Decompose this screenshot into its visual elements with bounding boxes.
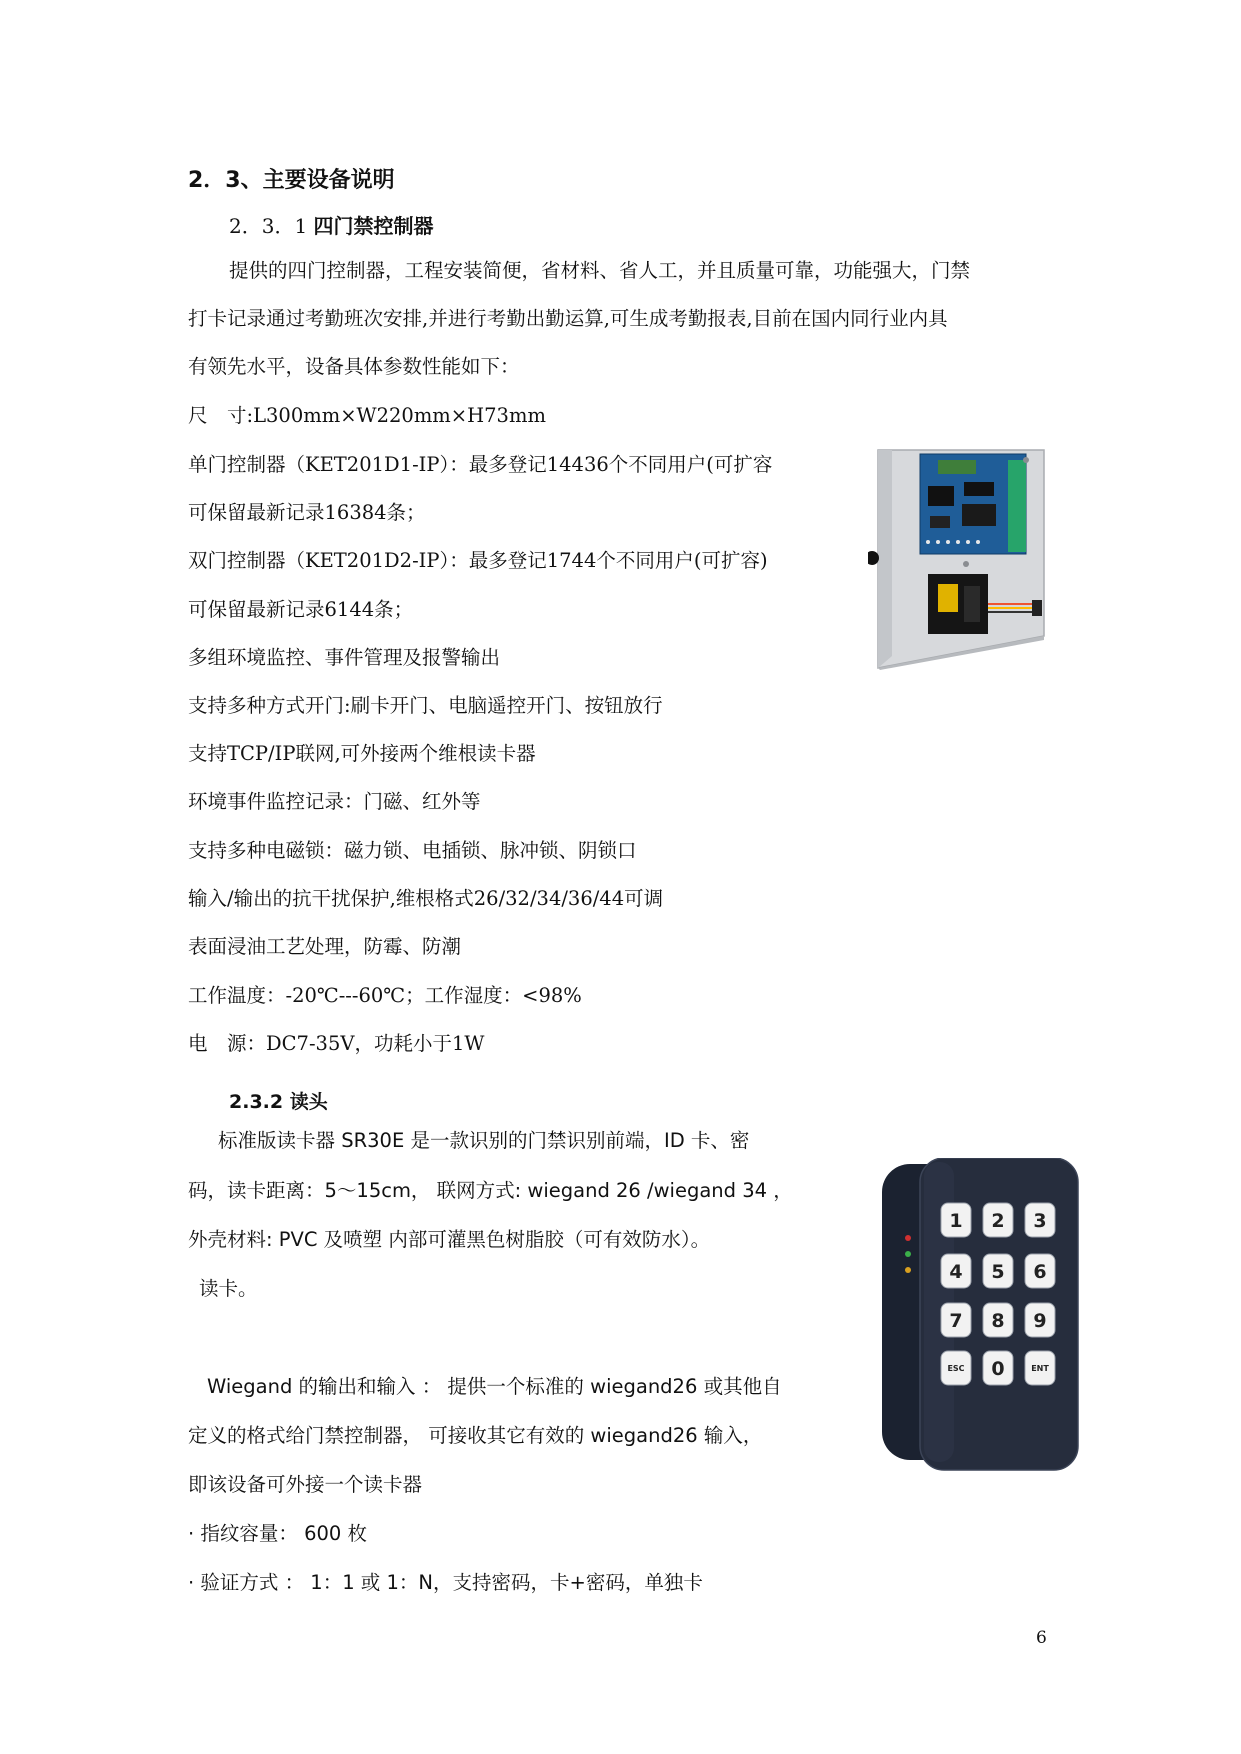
keypad-key <box>983 1303 1013 1337</box>
keypad-key <box>941 1303 971 1337</box>
spec-double-records: 可保留最新记录6144条； <box>188 598 414 621</box>
controller-photo <box>868 446 1048 671</box>
svg-text:5: 5 <box>991 1261 1005 1283</box>
keypad-key <box>983 1254 1013 1288</box>
spec-env-record: 环境事件监控记录：门磁、红外等 <box>188 790 481 813</box>
verification-method: · 验证方式 ： 1：1 或 1：N，支持密码，卡+密码，单独卡 <box>188 1571 703 1594</box>
page-number: 6 <box>1036 1628 1047 1648</box>
reader-line-4: 读卡。 <box>199 1277 258 1300</box>
keypad-key <box>983 1351 1013 1385</box>
section-heading: 2．3、主要设备说明 <box>188 168 395 193</box>
spec-wiegand-format: 输入/输出的抗干扰保护,维根格式26/32/34/36/44可调 <box>188 887 664 910</box>
subsection-heading-reader: 2.3.2 读头 <box>229 1091 328 1113</box>
intro-line-1: 提供的四门控制器，工程安装简便，省材料、省人工，并且质量可靠，功能强大，门禁 <box>229 259 971 282</box>
reader-line-2: 码，读卡距离：5～15cm， 联网方式: wiegand 26 /wiegand 34 ， <box>188 1179 793 1202</box>
spec-surface: 表面浸油工艺处理，防霉、防潮 <box>188 935 462 958</box>
svg-text:1: 1 <box>949 1210 963 1232</box>
svg-text:ENT: ENT <box>1031 1364 1049 1373</box>
subsection-heading-controller <box>229 210 434 239</box>
keypad-key <box>941 1351 971 1385</box>
svg-text:8: 8 <box>991 1310 1005 1332</box>
spec-locks: 支持多种电磁锁：磁力锁、电插锁、脉冲锁、阴锁口 <box>188 839 637 862</box>
wiegand-line-3: 即该设备可外接一个读卡器 <box>188 1473 423 1496</box>
keypad-key <box>1025 1203 1055 1237</box>
wiegand-line-2: 定义的格式给门禁控制器， 可接收其它有效的 wiegand26 输入， <box>188 1424 763 1447</box>
keypad-key <box>1025 1254 1055 1288</box>
svg-text:0: 0 <box>991 1358 1005 1380</box>
spec-size: 尺 寸:L300mm×W220mm×H73mm <box>188 404 546 427</box>
spec-power: 电 源：DC7-35V，功耗小于1W <box>188 1032 485 1055</box>
svg-text:4: 4 <box>949 1261 963 1283</box>
svg-text:7: 7 <box>949 1310 963 1332</box>
spec-single-door: 单门控制器（KET201D1-IP）：最多登记14436个不同用户(可扩容 <box>188 453 773 476</box>
fingerprint-capacity: · 指纹容量： 600 枚 <box>188 1522 368 1545</box>
spec-single-records: 可保留最新记录16384条； <box>188 501 426 524</box>
svg-text:9: 9 <box>1033 1310 1047 1332</box>
spec-env-monitor: 多组环境监控、事件管理及报警输出 <box>188 646 501 669</box>
reader-line-3: 外壳材料: PVC 及喷塑 内部可灌黑色树脂胶（可有效防水）。 <box>188 1228 711 1251</box>
spec-double-door: 双门控制器（KET201D2-IP）：最多登记1744个不同用户(可扩容) <box>188 549 768 572</box>
svg-text:6: 6 <box>1033 1261 1047 1283</box>
card-reader-photo <box>880 1158 1080 1476</box>
svg-text:3: 3 <box>1033 1210 1047 1232</box>
keypad-key <box>941 1203 971 1237</box>
spec-temperature: 工作温度：-20℃---60℃；工作湿度：<98% <box>188 984 582 1007</box>
subsection-number: 2．3．1 <box>229 214 308 238</box>
keypad-key <box>1025 1351 1055 1385</box>
keypad-key <box>983 1203 1013 1237</box>
spec-open-methods: 支持多种方式开门:刷卡开门、电脑遥控开门、按钮放行 <box>188 694 663 717</box>
wiegand-line-1: Wiegand 的输出和输入 ： 提供一个标准的 wiegand26 或其他自 <box>207 1375 782 1398</box>
intro-line-2: 打卡记录通过考勤班次安排,并进行考勤出勤运算,可生成考勤报表,目前在国内同行业内具 <box>188 307 948 330</box>
intro-line-3: 有领先水平，设备具体参数性能如下： <box>188 355 520 378</box>
svg-text:2: 2 <box>991 1210 1005 1232</box>
keypad-key <box>941 1254 971 1288</box>
spec-tcpip: 支持TCP/IP联网,可外接两个维根读卡器 <box>188 742 536 765</box>
reader-line-1: 标准版读卡器 SR30E 是一款识别的门禁识别前端，ID 卡、密 <box>218 1129 750 1152</box>
subsection-title: 四门禁控制器 <box>313 214 434 238</box>
keypad-key <box>1025 1303 1055 1337</box>
svg-text:ESC: ESC <box>947 1364 965 1373</box>
